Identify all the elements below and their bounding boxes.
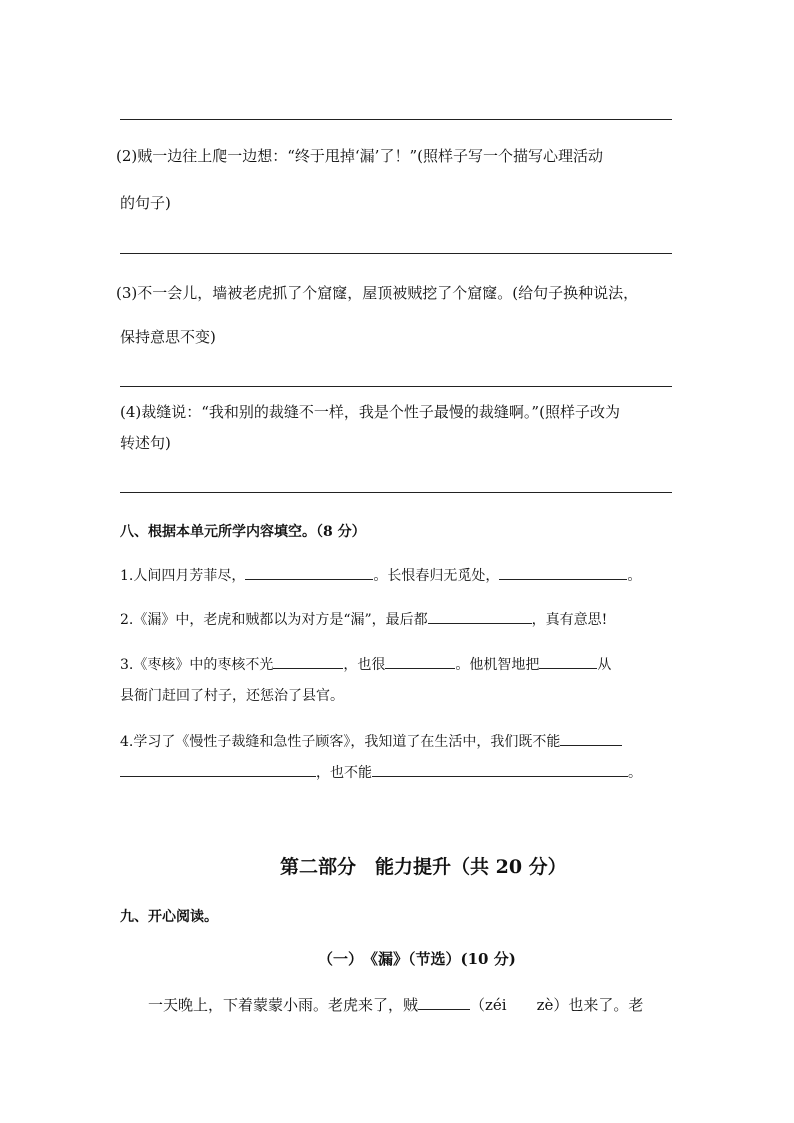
q8-item4 [120,731,622,751]
part2-title: 第二部分 能力提升（共 20 分） [280,856,567,878]
q8-heading: 八、根据本单元所学内容填空。（8 分） [120,524,366,540]
q8-item3-text-b: ，也很 [343,657,386,673]
q7-item4-line2: 转述句) [120,434,171,452]
q7-item2-line2: 的句子) [120,194,171,212]
q8-item2 [120,609,607,629]
answer-line[interactable] [120,386,672,387]
fill-blank[interactable] [120,775,316,777]
fill-blank[interactable] [245,578,373,580]
q8-item1-text-a: 1.人间四月芳菲尽， [120,568,246,584]
q7-item4-line1: (4)裁缝说：“我和别的裁缝不一样，我是个性子最慢的裁缝啊。”(照样子改为 [120,403,620,421]
q8-item4-text-b: ，也不能 [316,765,372,781]
fill-blank[interactable] [428,622,532,624]
q8-item2-text-b: ，真有意思! [531,612,608,628]
q8-item1-text-b: 。长恨春归无觅处， [373,568,500,584]
q7-item2-line1: (2)贼一边往上爬一边想：“终于甩掉‘漏’了！”(照样子写一个描写心理活动 [116,147,603,165]
q8-item3-text-d: 从 [597,657,612,673]
q8-item4-text-a: 4.学习了《慢性子裁缝和急性子顾客》，我知道了在生活中，我们既不能 [120,734,561,750]
fill-blank[interactable] [539,667,597,669]
q9-heading: 九、开心阅读。 [120,909,218,925]
passage-title: （一） 《漏》（节选）(10 分) [318,950,516,968]
fill-blank[interactable] [372,775,628,777]
q8-item3 [120,654,611,674]
fill-blank[interactable] [418,1008,470,1010]
q7-item3-line1: (3)不一会儿，墙被老虎抓了个窟窿，屋顶被贼挖了个窟窿。(给句子换种说法， [116,284,639,302]
fill-blank[interactable] [499,578,627,580]
fill-blank[interactable] [273,667,343,669]
q8-item3-text-a: 3.《枣核》中的枣核不光 [120,657,274,673]
q8-item1-text-c: 。 [627,568,642,584]
q8-item3-text-c: 。他机智地把 [455,657,540,673]
passage-text [148,994,643,1015]
passage-text-a: 一天晚上，下着蒙蒙小雨。老虎来了，贼 [148,996,419,1014]
fill-blank[interactable] [560,744,622,746]
q7-item3-line2: 保持意思不变) [120,328,216,346]
pinyin-choice: （zéi zè） [470,996,569,1014]
q8-item1 [120,565,641,585]
fill-blank[interactable] [385,667,455,669]
passage-text-b: 也来了。老 [568,996,644,1014]
q8-item4-line2 [120,762,642,782]
answer-line[interactable] [120,119,672,120]
answer-line[interactable] [120,253,672,254]
q8-item4-text-c: 。 [628,765,642,781]
answer-line[interactable] [120,492,672,493]
q8-item2-text-a: 2.《漏》中，老虎和贼都以为对方是“漏”，最后都 [120,612,428,628]
q8-item3-line2: 县衙门赶回了村子，还惩治了县官。 [120,688,344,704]
